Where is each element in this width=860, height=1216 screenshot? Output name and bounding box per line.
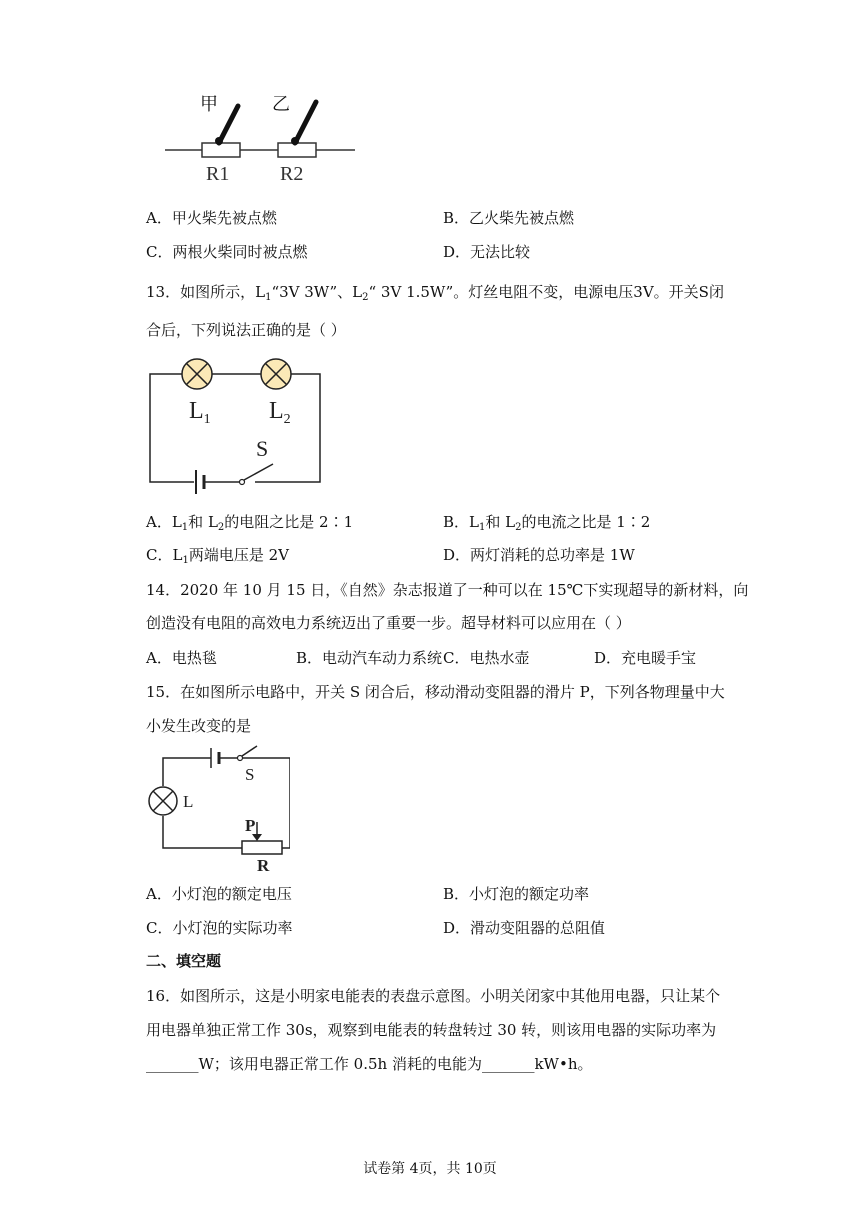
q14-stem-line2: 创造没有电阻的高效电力系统迈出了重要一步。超导材料可以应用在（ ） (146, 614, 631, 632)
label-l: L (183, 792, 194, 811)
lamp-l-icon (149, 787, 177, 815)
resistor-r2 (278, 143, 316, 157)
label-jia: 甲 (200, 94, 218, 114)
wire-left-bottom (163, 816, 242, 848)
q13-stem-line1: 13．如图所示，$L_1“3V$ 3W”、$L_2“$ 3V 1.5W”。灯丝电阻不变，电源电压3V。开关S闭 (146, 283, 724, 303)
battery-icon (211, 748, 219, 768)
label-r2: R2 (280, 163, 304, 185)
q13-option-d: D．两灯消耗的总功率是 1W (443, 546, 635, 564)
lamp-l1-icon (182, 359, 212, 389)
lamp-l2-icon (261, 359, 291, 389)
q12-option-d: D．无法比较 (443, 243, 531, 261)
label-p: P (245, 816, 256, 835)
q12-option-a: A．甲火柴先被点燃 (146, 209, 277, 227)
slider-arrow-icon (252, 834, 262, 841)
match-yi (295, 102, 316, 143)
q12-figure (160, 88, 360, 188)
match-jia-head (215, 137, 223, 145)
q14-option-c: C．电热水壶 (443, 649, 530, 667)
q16-stem-line3: _______W；该用电器正常工作 0.5h 消耗的电能为_______kW•h。 (146, 1055, 593, 1073)
q15-stem-line1: 15．在如图所示电路中，开关 S 闭合后，移动滑动变阻器的滑片 P，下列各物理量中大 (146, 683, 725, 701)
q13-option-c: C．$L_1$两端电压是 2V (146, 546, 289, 566)
q16-stem-line2: 用电器单独正常工作 30s，观察到电能表的转盘转过 30 转，则该用电器的实际功率为 (146, 1021, 717, 1039)
battery-icon (196, 470, 204, 494)
label-r1: R1 (206, 163, 230, 185)
q14-stem-line1: 14．2020 年 10 月 15 日，《自然》杂志报道了一种可以在 15℃下实现超导的新材料，向 (146, 581, 749, 599)
circuit-wire (163, 758, 211, 786)
section-heading: 二、填空题 (146, 952, 222, 970)
label-l1: $L_1$ (189, 398, 211, 427)
label-l2: $L_2$ (269, 398, 291, 427)
q14-option-d: D．充电暖手宝 (594, 649, 697, 667)
label-r: R (257, 856, 270, 874)
rheostat-r (242, 841, 282, 854)
circuit-wire (150, 374, 194, 482)
q13-option-b: B．$L_1$和 $L_2$的电流之比是 1∶2 (443, 513, 651, 533)
q13-option-a: A．$L_1$和 $L_2$的电阻之比是 2∶1 (146, 513, 354, 533)
q15-stem-line2: 小发生改变的是 (146, 717, 252, 735)
wire-right (255, 374, 320, 482)
label-s: S (256, 436, 269, 461)
q12-option-b: B．乙火柴先被点燃 (443, 209, 575, 227)
match-yi-head (291, 137, 299, 145)
q12-option-c: C．两根火柴同时被点燃 (146, 243, 308, 261)
page-footer: 试卷第 4页，共 10页 (363, 1161, 497, 1177)
q15-option-a: A．小灯泡的额定电压 (146, 885, 292, 903)
label-yi: 乙 (272, 94, 290, 114)
resistor-r1 (202, 143, 240, 157)
label-s: S (245, 765, 255, 784)
q15-option-c: C．小灯泡的实际功率 (146, 919, 293, 937)
q16-stem-line1: 16．如图所示，这是小明家电能表的表盘示意图。小明关闭家中其他用电器，只让某个 (146, 987, 721, 1005)
q14-option-b: B．电动汽车动力系统 (296, 649, 443, 667)
q15-figure (145, 744, 290, 874)
match-jia (219, 106, 238, 143)
q13-stem-line2: 合后，下列说法正确的是（ ） (146, 321, 346, 339)
q15-option-d: D．滑动变阻器的总阻值 (443, 919, 606, 937)
q14-option-a: A．电热毯 (146, 649, 217, 667)
q15-option-b: B．小灯泡的额定功率 (443, 885, 590, 903)
q13-figure (145, 356, 330, 501)
